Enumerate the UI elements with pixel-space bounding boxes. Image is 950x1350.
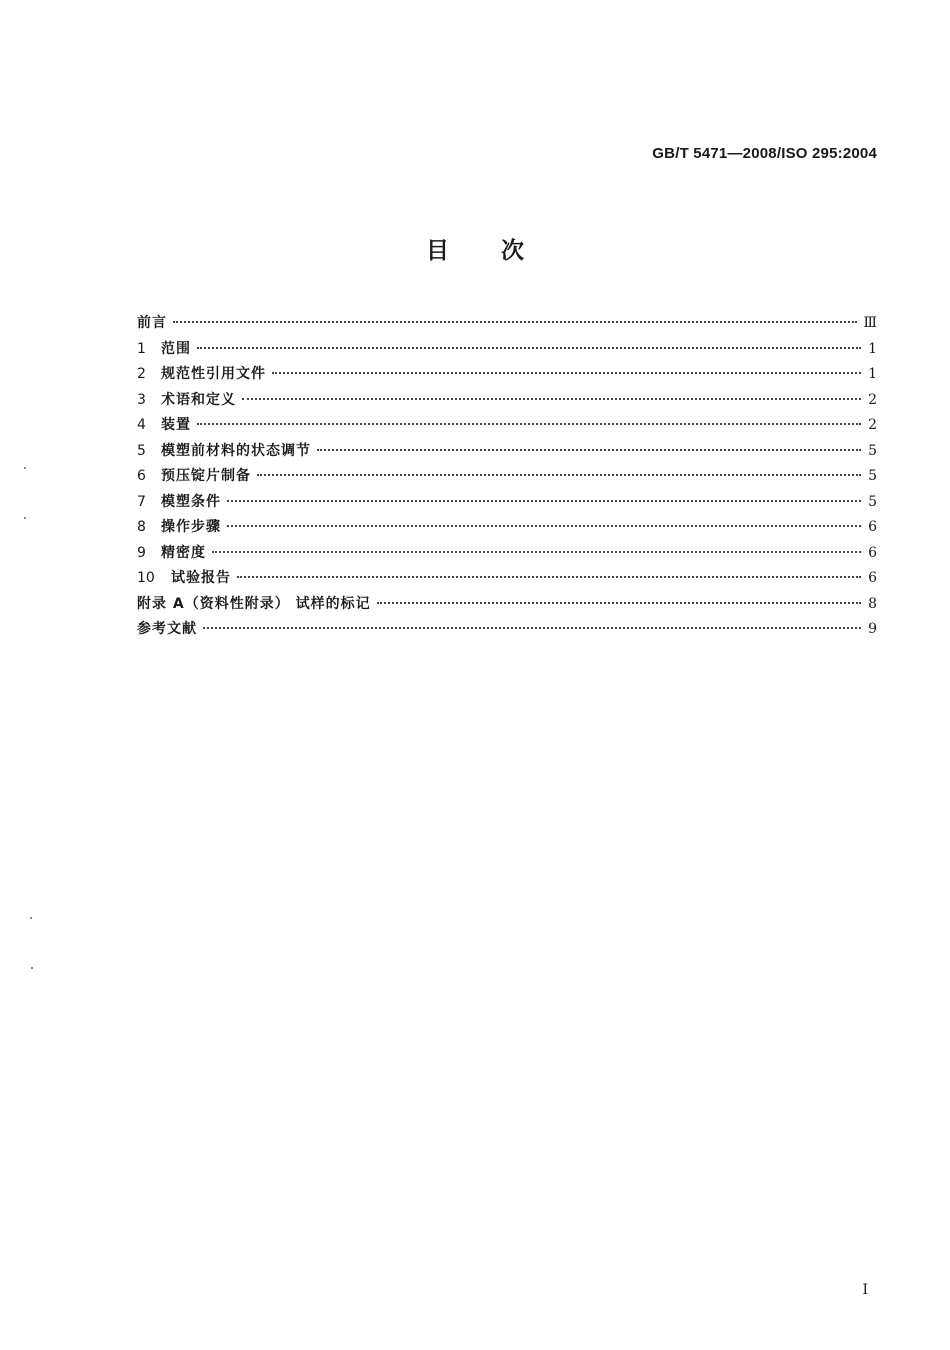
toc-entry-page: 2 [868,391,877,408]
standard-code: GB/T 5471—2008/ISO 295:2004 [652,145,877,162]
toc-entry-number: 4 [137,417,146,433]
dot-leader [237,575,861,578]
toc-entry-label: 术语和定义 [161,391,236,408]
toc-entry-page: 8 [868,595,877,612]
toc-title [0,232,950,265]
scan-speck [31,967,33,969]
dot-leader [317,448,861,451]
page-number: I [862,1282,868,1298]
toc-entry-label: 模塑条件 [161,493,221,510]
toc-entry-label: 参考文献 [137,621,197,637]
toc-entry-page: 2 [868,417,877,433]
toc-entry-label: 操作步骤 [161,519,221,535]
dot-leader [227,524,861,527]
dot-leader [227,499,861,502]
toc-entry-number: 9 [137,544,146,561]
toc-entry-page: 9 [868,621,877,637]
toc-entry-2[interactable] [137,363,877,389]
toc-entry-page: Ⅲ [863,315,877,331]
toc-entry-number: 5 [137,442,146,459]
toc-entry-1[interactable] [137,338,877,364]
dot-leader [242,397,861,400]
toc-entry-number: 7 [137,493,146,510]
dot-leader [173,320,857,323]
toc-entry-label: 范围 [161,340,191,357]
toc-entry-number: 8 [137,519,146,535]
toc-entry-label: 前言 [137,315,167,331]
dot-leader [377,601,861,604]
toc-entry-3[interactable] [137,389,877,415]
toc-entry-label: 精密度 [161,544,206,561]
toc-entry-4[interactable] [137,414,877,440]
toc-entry-label: 试验报告 [171,570,231,586]
dot-leader [197,422,861,425]
dot-leader [257,473,861,476]
dot-leader [212,550,861,553]
toc-entry-8[interactable] [137,516,877,542]
toc-entry-page: 6 [868,544,877,561]
toc-entry-6[interactable] [137,465,877,491]
scan-speck [24,517,26,519]
toc-entry-number: 2 [137,366,146,382]
toc-entry-label: 模塑前材料的状态调节 [161,442,311,459]
toc-entry-page: 1 [868,340,877,357]
table-of-contents [137,312,877,644]
toc-entry-5[interactable] [137,440,877,466]
toc-entry-10[interactable] [137,567,877,593]
toc-entry-page: 5 [868,493,877,510]
toc-entry-label: 装置 [161,417,191,433]
dot-leader [272,371,861,374]
toc-entry-number: 10 [137,570,155,586]
toc-entry-page: 6 [868,519,877,535]
scan-speck [30,917,32,919]
toc-entry-page: 6 [868,570,877,586]
toc-entry-7[interactable] [137,491,877,517]
toc-title-char: 次 [501,238,524,264]
toc-entry-page: 1 [868,366,877,382]
toc-entry-page: 5 [868,468,877,484]
toc-entry-number: 3 [137,391,146,408]
dot-leader [197,346,861,349]
dot-leader [203,626,861,629]
toc-entry-label: 预压锭片制备 [161,468,251,484]
toc-title-char: 目 [426,238,449,264]
toc-entry-preface[interactable] [137,312,877,338]
toc-entry-number: 1 [137,340,146,357]
toc-entry-9[interactable] [137,542,877,568]
toc-entry-number: 6 [137,468,146,484]
toc-entry-label: 规范性引用文件 [161,366,266,382]
toc-entry-appendix-a[interactable] [137,593,877,619]
toc-entry-references[interactable] [137,618,877,644]
toc-entry-page: 5 [868,442,877,459]
toc-entry-label: 附录 A（资料性附录） 试样的标记 [137,595,371,612]
scan-speck [24,467,26,469]
